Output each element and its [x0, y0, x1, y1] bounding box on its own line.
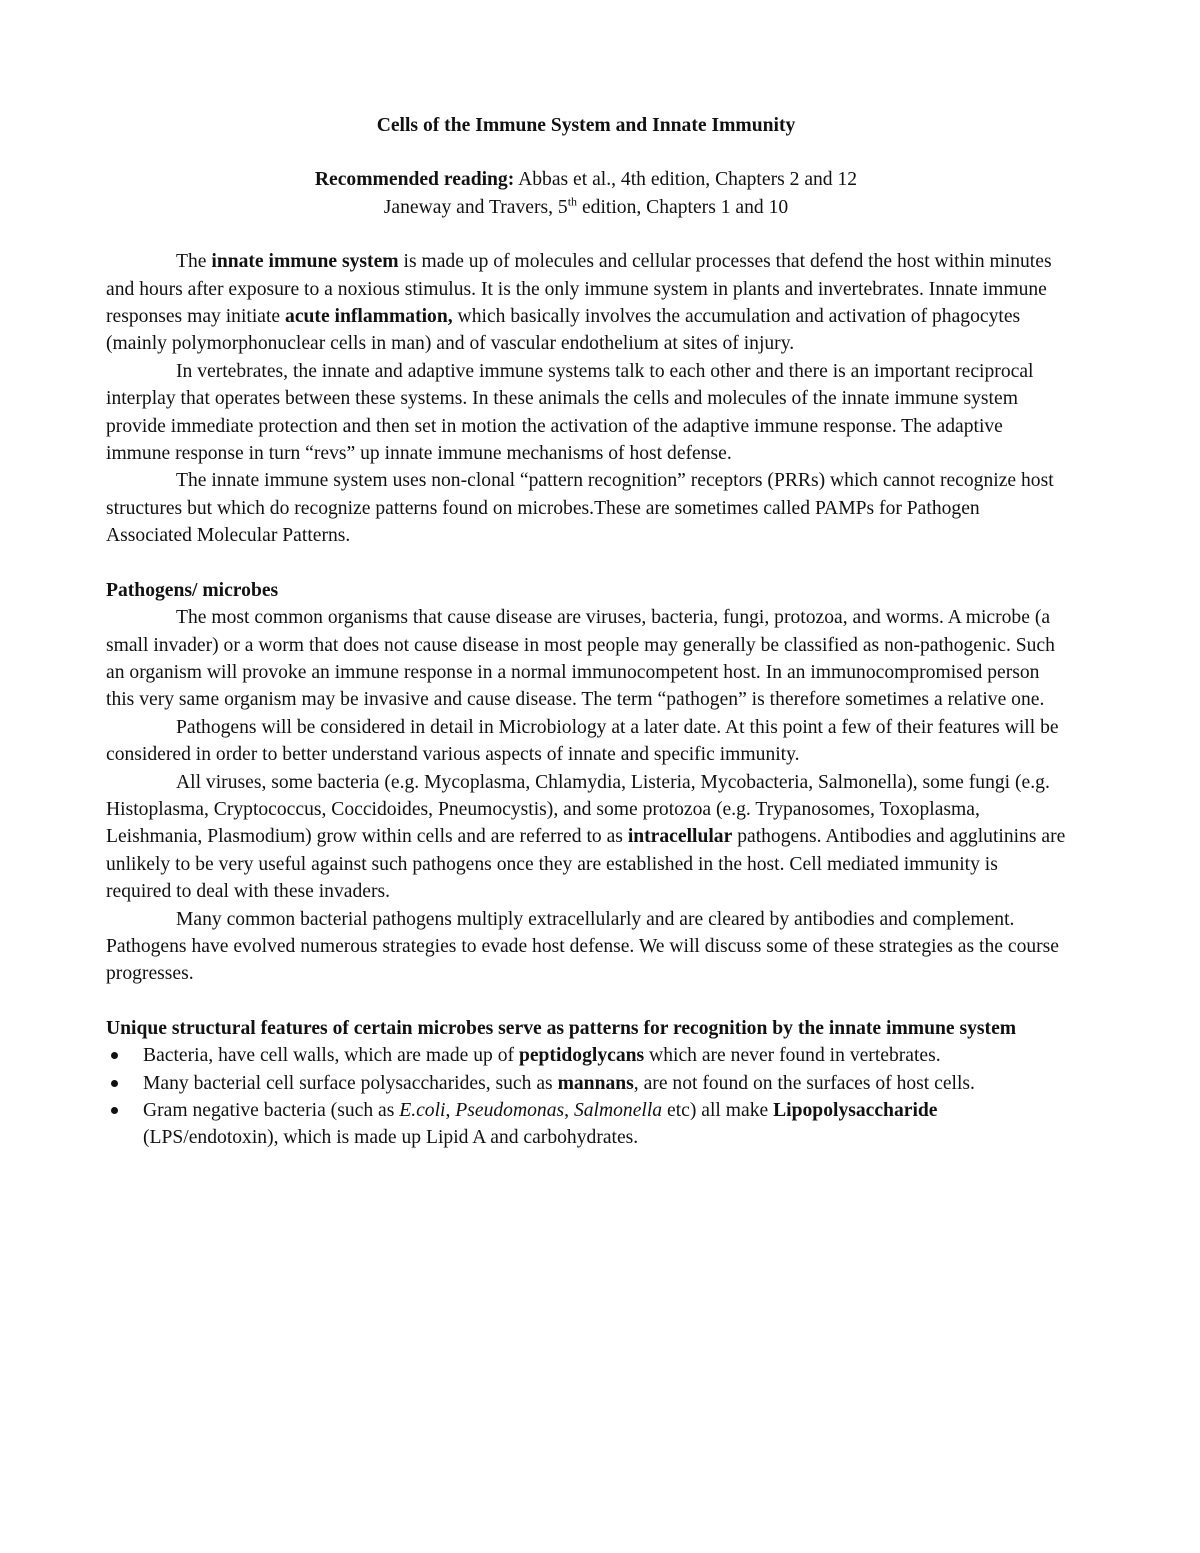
pathogens-paragraph-2: Pathogens will be considered in detail in Microbiology at a later date. At this point a few of their features will be considered in order to better understand various aspects of innate and specific immunity.: [106, 716, 1059, 766]
text-run: Many bacterial cell surface polysaccharides, such as: [143, 1072, 558, 1094]
text-run: etc) all make: [662, 1100, 774, 1121]
term-innate-immune-system: innate immune system: [211, 251, 399, 273]
list-item: [106, 1042, 1066, 1069]
intro-paragraph-2: In vertebrates, the innate and adaptive immune systems talk to each other and there is an important reciprocal interplay that operates between these systems. In these animals the cells and molecules of the innate immune system provide immediate protection and then set in motion the activation of the adaptive immune response. The adaptive immune response in turn “revs” up innate immune mechanisms of host defense.: [106, 360, 1034, 465]
recommended-reading: [106, 166, 1066, 221]
reading-janeway: Janeway and Travers, 5: [383, 196, 568, 218]
species-pseudomonas: Pseudomonas: [455, 1100, 565, 1121]
reading-abbas: Abbas et al., 4th edition, Chapters 2 and 12: [514, 169, 858, 191]
text-run: ,: [445, 1100, 456, 1121]
reading-line-2: [106, 194, 1066, 221]
term-lipopolysaccharide: Lipopolysaccharide: [773, 1100, 938, 1121]
text-run: which basically involves the accumulation and activation of phagocytes (mainly polymorphonuclear cells in man) and of vascular endothelium at sites of injury.: [106, 306, 1021, 355]
text-run: Gram negative bacteria (such as: [143, 1100, 400, 1121]
document-page: [106, 112, 1066, 1152]
text-run: pathogens. Antibodies and agglutinins are unlikely to be very useful against such pathogens once they are established in the host. Cell mediated immunity is required to deal with these invaders.: [106, 826, 1066, 903]
intro-paragraph-1: [106, 248, 1066, 358]
text-run: The: [176, 251, 212, 273]
list-item: [106, 1097, 1066, 1152]
term-mannans: mannans: [557, 1072, 634, 1094]
list-item: [106, 1070, 1066, 1097]
pathogens-heading: Pathogens/ microbes: [106, 579, 279, 601]
pathogens-paragraph-1: The most common organisms that cause disease are viruses, bacteria, fungi, protozoa, and worms. A microbe (a small invader) or a worm that does not cause disease in most people may generally be classified as non-pathogenic. Such an organism will provoke an immune response in a normal immunocompetent host. In an immunocompromised person this very same organism may be invasive and cause disease. The term “pathogen” is therefore sometimes a relative one.: [106, 607, 1055, 711]
reading-label: Recommended reading:: [314, 169, 515, 191]
features-section: [106, 1015, 1066, 1152]
reading-janeway-rest: edition, Chapters 1 and 10: [577, 196, 789, 218]
bullet-icon: [111, 1107, 118, 1114]
text-run: ,: [564, 1100, 574, 1121]
features-list: [106, 1042, 1066, 1152]
text-run: is made up of molecules and cellular processes that defend the host within minutes and hours after exposure to a noxious stimulus. It is the only immune system in plants and invertebrates. Innate immune responses may initiate: [106, 251, 1052, 328]
reading-sup: th: [567, 194, 578, 209]
text-run: (LPS/endotoxin), which is made up Lipid A and carbohydrates.: [143, 1127, 639, 1149]
species-ecoli: E.coli: [399, 1100, 446, 1121]
pathogens-section: [106, 577, 1066, 988]
document-title: Cells of the Immune System and Innate Immunity: [376, 115, 796, 136]
term-intracellular: intracellular: [627, 826, 733, 848]
features-heading: Unique structural features of certain microbes serve as patterns for recognition by the innate immune system: [106, 1017, 1017, 1039]
text-run: Bacteria, have cell walls, which are made up of: [143, 1045, 519, 1067]
species-salmonella: Salmonella: [573, 1100, 663, 1121]
term-acute-inflammation: acute inflammation,: [285, 306, 453, 328]
bullet-icon: [111, 1052, 118, 1059]
text-run: which are never found in vertebrates.: [644, 1045, 941, 1067]
pathogens-paragraph-4: Many common bacterial pathogens multiply extracellularly and are cleared by antibodies and complement. Pathogens have evolved numerous strategies to evade host defense. We will discuss some of these strategies as the course progresses.: [106, 908, 1060, 985]
reading-line-1: [106, 166, 1066, 193]
bullet-icon: [111, 1080, 118, 1087]
intro-paragraph-3: The innate immune system uses non-clonal “pattern recognition” receptors (PRRs) which cannot recognize host structures but which do recognize patterns found on microbes.These are sometimes called PAMPs for Pathogen Associated Molecular Patterns.: [106, 470, 1054, 547]
intro-section: [106, 248, 1066, 549]
pathogens-paragraph-3: [106, 769, 1066, 906]
text-run: All viruses, some bacteria (e.g. Mycoplasma, Chlamydia, Listeria, Mycobacteria, Salmonella), some fungi (e.g. Histoplasma, Cryptococcus, Coccidoides, Pneumocystis), and some protozoa (e.g. Trypanosomes, Toxoplasma, Leishmania, Plasmodium) grow within cells and are referred to as: [106, 771, 1050, 848]
term-peptidoglycans: peptidoglycans: [518, 1045, 645, 1067]
text-run: , are not found on the surfaces of host cells.: [633, 1072, 975, 1094]
